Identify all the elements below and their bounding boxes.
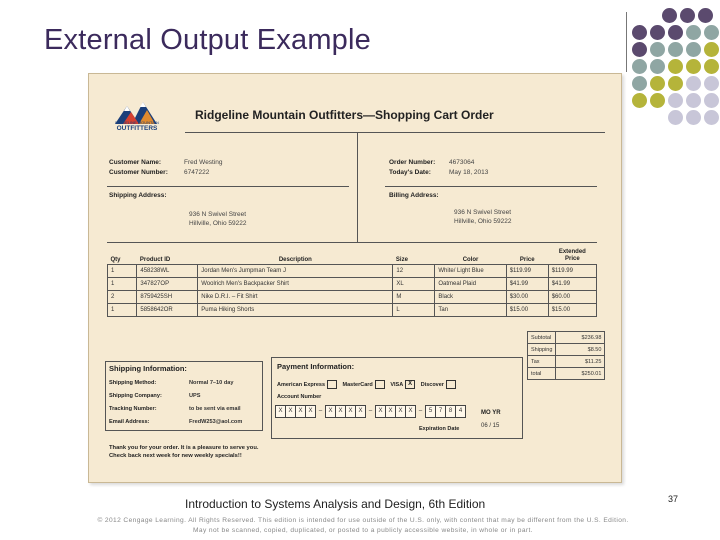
column-header: Qty: [108, 248, 137, 265]
decorative-dot: [668, 93, 683, 108]
totals-label: Subtotal: [528, 332, 556, 344]
column-header: Description: [198, 248, 393, 265]
table-row: [108, 291, 597, 304]
footer-title: Introduction to Systems Analysis and Design, 6th Edition: [185, 497, 486, 511]
decorative-dot: [686, 110, 701, 125]
column-header: Extended Price: [548, 248, 596, 265]
mastercard-checkbox[interactable]: [375, 380, 385, 389]
payment-info-title: Payment Information:: [277, 362, 355, 371]
totals-table: [527, 331, 605, 380]
decorative-dot: [704, 25, 719, 40]
account-digit: 4: [455, 405, 466, 418]
tracking-number-label: Tracking Number:: [109, 406, 157, 412]
column-header: Size: [393, 248, 435, 265]
decorative-dot-grid: [632, 8, 718, 148]
customer-name-value: Fred Westing: [184, 159, 223, 166]
extended-price-cell: $41.99: [548, 278, 596, 291]
mountain-logo-icon: [109, 96, 161, 142]
thank-you-text: Thank you for your order. It is a pleasure to serve you.: [109, 445, 259, 451]
price-cell: $41.99: [506, 278, 548, 291]
email-value: FredW253@aol.com: [189, 419, 243, 425]
discover-checkbox[interactable]: [446, 380, 456, 389]
thank-you-text: Check back next week for new weekly specials!!: [109, 453, 242, 459]
totals-value: $11.25: [556, 356, 605, 368]
decorative-dot: [632, 76, 647, 91]
title-divider: [626, 12, 627, 72]
slide-title: External Output Example: [44, 24, 371, 56]
account-digit: X: [405, 405, 416, 418]
discover-label: Discover: [420, 381, 444, 388]
qty-cell: 1: [108, 278, 137, 291]
decorative-dot: [650, 25, 665, 40]
divider: [107, 186, 349, 187]
color-cell: Tan: [435, 304, 506, 317]
description-cell: Jordan Men's Jumpman Team J: [198, 265, 393, 278]
copyright-line: © 2012 Cengage Learning. All Rights Reserved. This edition is intended for use outside of the U.S. only, with content that may be different from the U.S. Edition.: [97, 517, 629, 524]
price-cell: $15.00: [506, 304, 548, 317]
shipping-address-label: Shipping Address:: [109, 192, 167, 199]
totals-label: Tax: [528, 356, 556, 368]
shipping-address-line: 936 N Swivel Street: [189, 211, 247, 218]
column-header: Price: [506, 248, 548, 265]
order-number-value: 4673064: [449, 159, 475, 166]
account-digit: X: [395, 405, 406, 418]
email-label: Email Address:: [109, 419, 150, 425]
decorative-dot: [650, 76, 665, 91]
shopping-cart-table: [107, 248, 597, 317]
decorative-dot: [704, 93, 719, 108]
account-digit: –: [418, 408, 423, 414]
amex-checkbox[interactable]: [327, 380, 337, 389]
account-digit: X: [325, 405, 336, 418]
mastercard-label: MasterCard: [342, 381, 373, 388]
size-cell: L: [393, 304, 435, 317]
page-number: 37: [668, 494, 679, 504]
product-id-cell: 347827OP: [137, 278, 198, 291]
decorative-dot: [686, 25, 701, 40]
decorative-dot: [662, 8, 677, 23]
account-digit: 5: [425, 405, 436, 418]
totals-label: total: [528, 368, 556, 380]
decorative-dot: [650, 59, 665, 74]
color-cell: Black: [435, 291, 506, 304]
billing-address-line: Hillville, Ohio 59222: [454, 218, 512, 225]
description-cell: Nike D.R.I. – Fit Shirt: [198, 291, 393, 304]
account-digit: –: [368, 408, 373, 414]
order-document: [88, 73, 622, 483]
order-number-label: Order Number:: [389, 159, 436, 166]
decorative-dot: [668, 59, 683, 74]
shipping-method-label: Shipping Method:: [109, 380, 157, 386]
divider: [185, 132, 605, 133]
totals-row: [528, 332, 605, 344]
divider: [107, 242, 597, 243]
totals-row: [528, 368, 605, 380]
product-id-cell: 458238WL: [137, 265, 198, 278]
account-digit: 7: [435, 405, 446, 418]
document-title: Ridgeline Mountain Outfitters—Shopping Cart Order: [195, 108, 494, 122]
qty-cell: 1: [108, 304, 137, 317]
card-options: [277, 380, 460, 389]
account-digit: X: [335, 405, 346, 418]
account-digit: 8: [445, 405, 456, 418]
logo-text: OUTFITTERS: [116, 125, 158, 132]
decorative-dot: [668, 25, 683, 40]
customer-name-label: Customer Name:: [109, 159, 162, 166]
decorative-dot: [668, 76, 683, 91]
account-digit: X: [285, 405, 296, 418]
decorative-dot: [668, 42, 683, 57]
price-cell: $119.99: [506, 265, 548, 278]
color-cell: White/ Light Blue: [435, 265, 506, 278]
account-digit: X: [295, 405, 306, 418]
billing-address-label: Billing Address:: [389, 192, 439, 199]
decorative-dot: [704, 42, 719, 57]
totals-label: Shipping: [528, 344, 556, 356]
table-header-row: [108, 248, 597, 265]
decorative-dot: [686, 76, 701, 91]
decorative-dot: [632, 93, 647, 108]
visa-checkbox[interactable]: X: [405, 380, 415, 389]
account-digit: –: [318, 408, 323, 414]
shipping-method-value: Normal 7–10 day: [189, 380, 234, 386]
divider: [385, 186, 597, 187]
decorative-dot: [698, 8, 713, 23]
mo-yr-label: MO YR: [481, 410, 501, 416]
logo-text: RIDGELINE MOUNTAIN: [115, 120, 159, 125]
decorative-dot: [686, 42, 701, 57]
account-digit: X: [375, 405, 386, 418]
billing-address-line: 936 N Swivel Street: [454, 209, 512, 216]
copyright-notice: [78, 516, 648, 536]
table-row: [108, 278, 597, 291]
decorative-dot: [704, 76, 719, 91]
table-row: [108, 265, 597, 278]
extended-price-cell: $60.00: [548, 291, 596, 304]
product-id-cell: 8759425SH: [137, 291, 198, 304]
decorative-dot: [650, 42, 665, 57]
decorative-dot: [650, 93, 665, 108]
price-cell: $30.00: [506, 291, 548, 304]
divider: [357, 132, 358, 242]
account-number-label: Account Number: [277, 394, 322, 400]
account-digit: X: [275, 405, 286, 418]
customer-number-label: Customer Number:: [109, 169, 168, 176]
todays-date-value: May 18, 2013: [449, 169, 489, 176]
qty-cell: 1: [108, 265, 137, 278]
expiration-date-label: Expiration Date: [419, 426, 460, 432]
account-number-field: [275, 405, 465, 418]
visa-label: VISA: [390, 381, 404, 388]
shipping-info-title: Shipping Information:: [109, 364, 187, 373]
decorative-dot: [632, 25, 647, 40]
totals-value: $8.50: [556, 344, 605, 356]
shipping-address-line: Hillville, Ohio 59222: [189, 220, 247, 227]
amex-label: American Express: [277, 381, 325, 388]
customer-number-value: 6747222: [184, 169, 210, 176]
totals-row: [528, 356, 605, 368]
account-digit: X: [385, 405, 396, 418]
color-cell: Oatmeal Plaid: [435, 278, 506, 291]
decorative-dot: [668, 110, 683, 125]
table-row: [108, 304, 597, 317]
copyright-line: May not be scanned, copied, duplicated, or posted to a publicly accessible website, in whole or in part.: [193, 527, 533, 534]
tracking-number-value: to be sent via email: [189, 406, 241, 412]
size-cell: 12: [393, 265, 435, 278]
column-header: Color: [435, 248, 506, 265]
totals-row: [528, 344, 605, 356]
decorative-dot: [704, 59, 719, 74]
description-cell: Puma Hiking Shorts: [198, 304, 393, 317]
shipping-company-value: UPS: [189, 393, 201, 399]
decorative-dot: [680, 8, 695, 23]
todays-date-label: Today's Date:: [389, 169, 431, 176]
size-cell: M: [393, 291, 435, 304]
extended-price-cell: $15.00: [548, 304, 596, 317]
decorative-dot: [686, 59, 701, 74]
column-header: Product ID: [137, 248, 198, 265]
description-cell: Woolrich Men's Backpacker Shirt: [198, 278, 393, 291]
expiration-date-value: 06 / 15: [481, 423, 500, 429]
extended-price-cell: $119.99: [548, 265, 596, 278]
decorative-dot: [632, 42, 647, 57]
account-digit: X: [355, 405, 366, 418]
size-cell: XL: [393, 278, 435, 291]
decorative-dot: [704, 110, 719, 125]
totals-value: $236.98: [556, 332, 605, 344]
totals-value: $250.01: [556, 368, 605, 380]
decorative-dot: [686, 93, 701, 108]
product-id-cell: 5858642OR: [137, 304, 198, 317]
account-digit: X: [305, 405, 316, 418]
account-digit: X: [345, 405, 356, 418]
decorative-dot: [632, 59, 647, 74]
qty-cell: 2: [108, 291, 137, 304]
shipping-company-label: Shipping Company:: [109, 393, 162, 399]
